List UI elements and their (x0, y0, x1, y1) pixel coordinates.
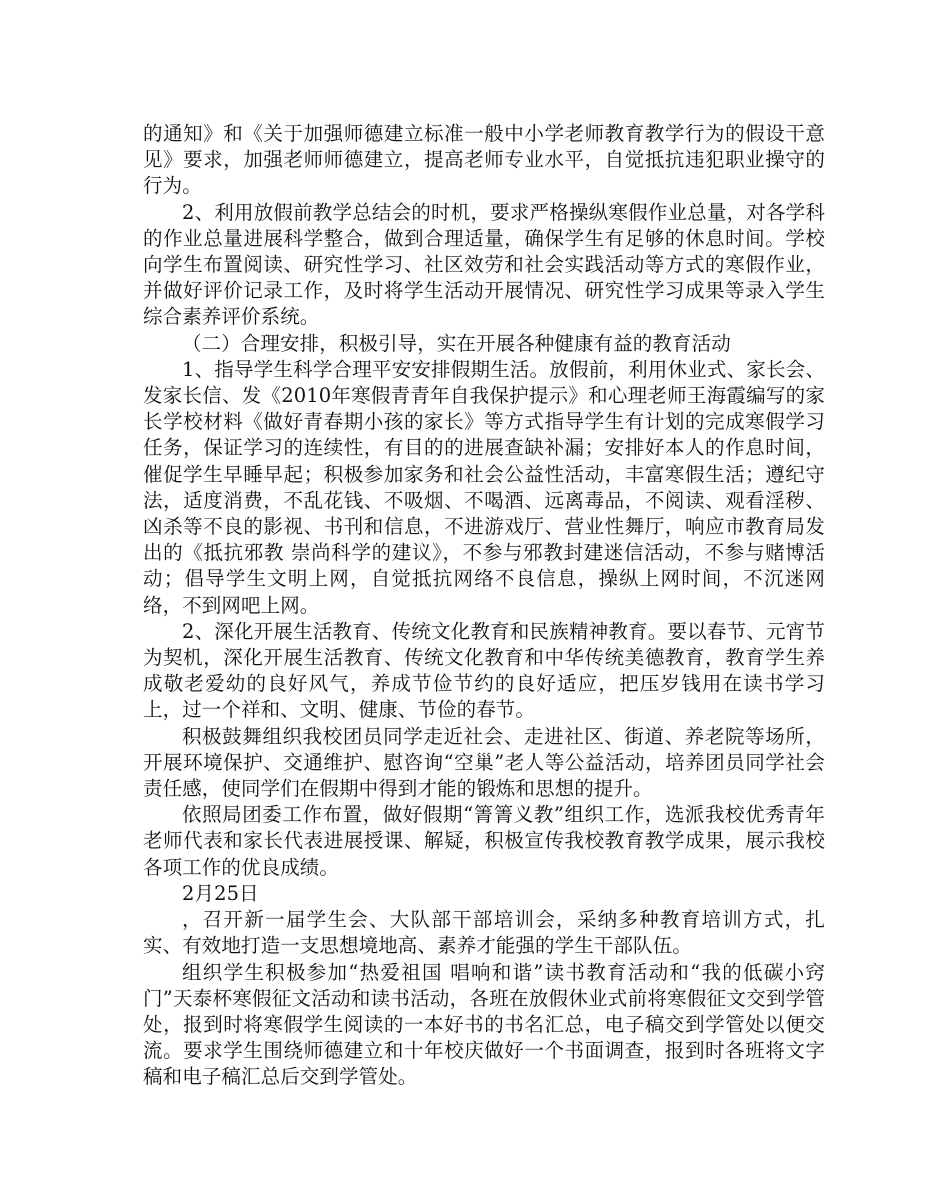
paragraph-homework-control: 2、利用放假前教学总结会的时机，要求严格操纵寒假作业总量，对各学科的作业总量进展科学整合，做到合理适量，确保学生有足够的休息时间。学校向学生布置阅读、研究性学习、社区效劳和社会实践活动等方式的寒假作业，并做好评价记录工作，及时将学生活动开展情况、研究性学习成果等录入学生综合素养评价系统。 (143, 200, 825, 329)
paragraph-cadre-training: ，召开新一届学生会、大队部干部培训会，采纳多种教育培训方式，扎实、有效地打造一支思想境地高、素养才能强的学生干部队伍。 (143, 908, 825, 958)
paragraph-holiday-life-guidance: 1、指导学生科学合理平安安排假期生活。放假前，利用休业式、家长会、发家长信、发《2010年寒假青青年自我保护提示》和心理老师王海霞编写的家长学校材料《做好青春期小孩的家长》等方式指导学生有计划的完成寒假学习任务，保证学习的连续性，有目的的进展查缺补漏；安排好本人的作息时间，催促学生早睡早起；积极参加家务和社会公益性活动，丰富寒假生活；遵纪守法，适度消费，不乱花钱、不吸烟、不喝酒、远离毒品，不阅读、观看淫秽、凶杀等不良的影视、书刊和信息，不进游戏厅、营业性舞厅，响应市教育局发出的《抵抗邪教 崇尚科学的建议》，不参与邪教封建迷信活动，不参与赌博活动；倡导学生文明上网，自觉抵抗网络不良信息，操纵上网时间，不沉迷网络，不到网吧上网。 (143, 357, 825, 617)
paragraph-community-service: 积极鼓舞组织我校团员同学走近社会、走进社区、街道、养老院等场所，开展环境保护、交通维护、慰咨询“空巢”老人等公益活动，培养团员同学社会责任感，使同学们在假期中得到才能的锻炼和思想的提升。 (143, 724, 825, 801)
paragraph-volunteer-teaching: 依照局团委工作布置，做好假期“箐箐义教”组织工作，选派我校优秀青年老师代表和家长代表进展授课、解疑，积极宣传我校教育教学成果，展示我校各项工作的优良成绩。 (143, 803, 825, 879)
date-line: 2月25日 (182, 881, 259, 905)
document-body (143, 121, 825, 1091)
paragraph-traditional-culture: 2、深化开展生活教育、传统文化教育和民族精神教育。要以春节、元宵节为契机，深化开展生活教育、传统文化教育和中华传统美德教育，教育学生养成敬老爱幼的良好风气，养成节俭节约的良好适应，把压岁钱用在读书学习上，过一个祥和、文明、健康、节俭的春节。 (143, 619, 825, 722)
paragraph-reading-activity: 组织学生积极参加“热爱祖国 唱响和谐”读书教育活动和“我的低碳小窍门”天泰杯寒假征文活动和读书活动，各班在放假休业式前将寒假征文交到学管处，报到时将寒假学生阅读的一本好书的书名汇总，电子稿交到学管处以便交流。要求学生围绕师德建立和十年校庆做好一个书面调查，报到时各班将文字稿和电子稿汇总后交到学管处。 (143, 960, 825, 1089)
section-heading-arrangement: （二）合理安排，积极引导，实在开展各种健康有益的教育活动 (182, 331, 731, 355)
paragraph-notice-continuation: 的通知》和《关于加强师德建立标准一般中小学老师教育教学行为的假设干意见》要求，加强老师师德建立，提高老师专业水平，自觉抵抗违犯职业操守的行为。 (143, 122, 825, 198)
